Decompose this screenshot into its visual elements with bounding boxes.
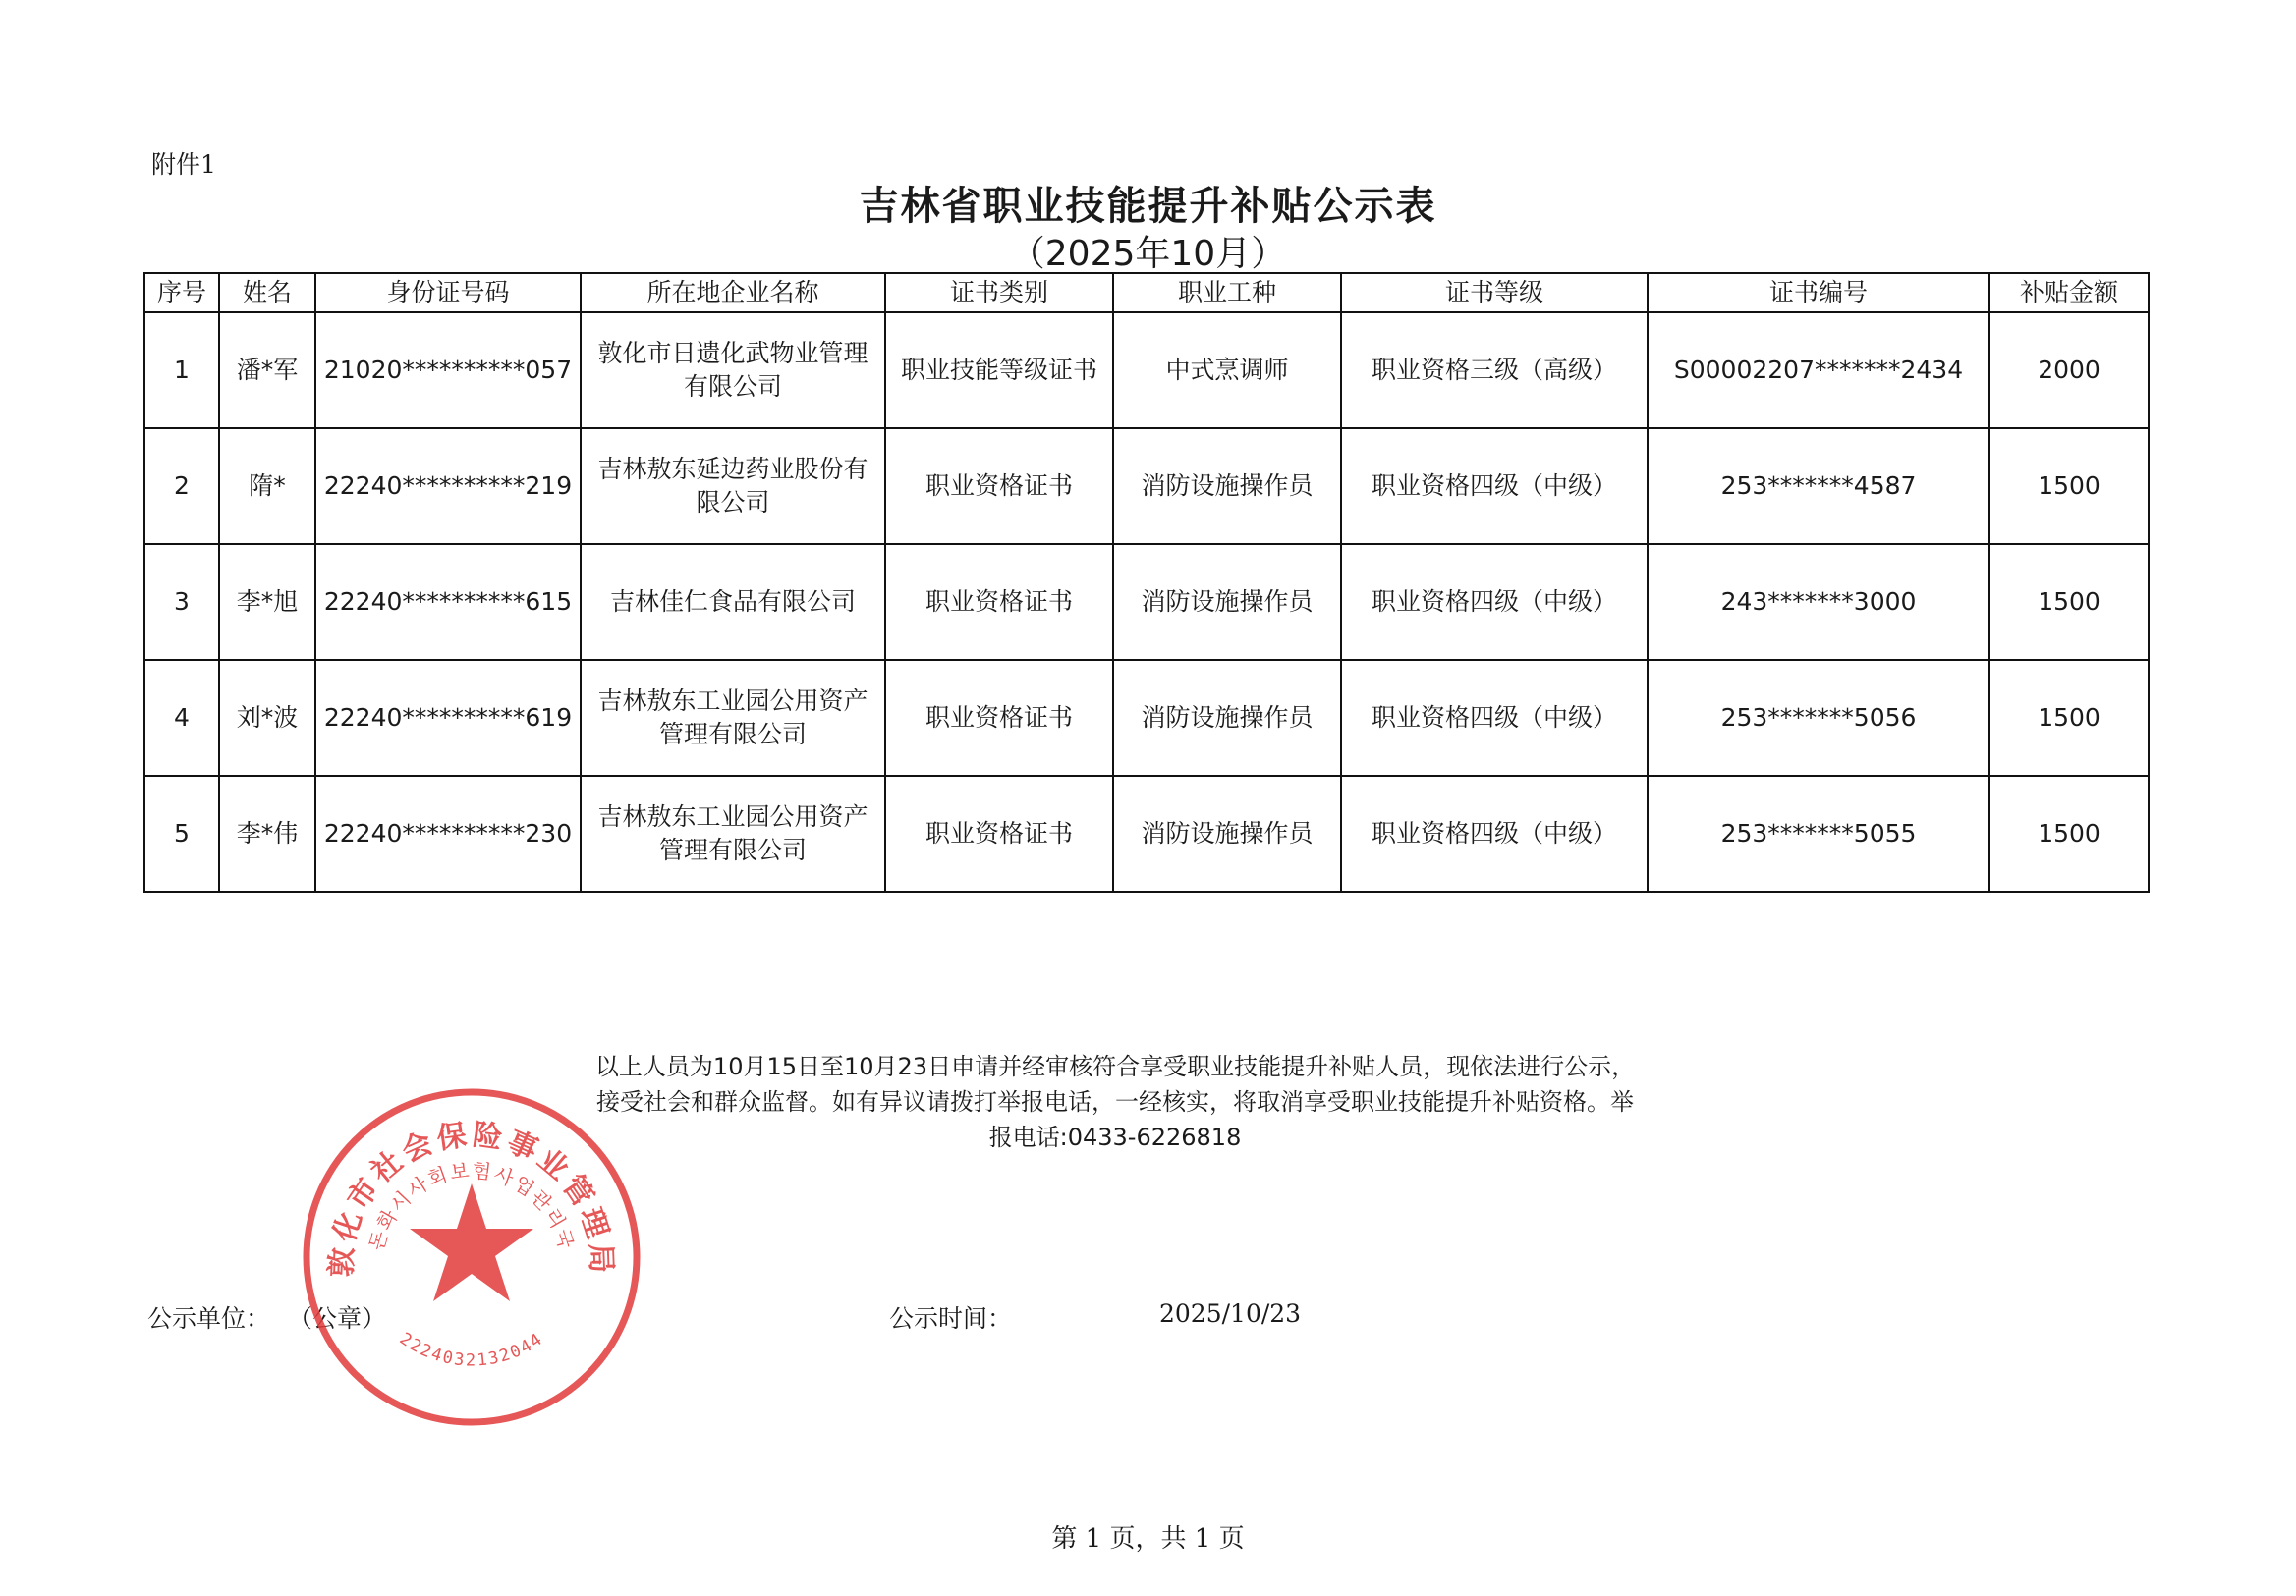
cell-company: 吉林敖东延边药业股份有限公司 — [581, 428, 885, 544]
seal-number-path: 2224032132044 — [395, 1329, 548, 1371]
cell-cert-number: S00002207*******2434 — [1648, 312, 1989, 428]
header-occupation: 职业工种 — [1113, 273, 1341, 312]
cell-cert-level: 职业资格四级（中级） — [1341, 428, 1648, 544]
table-row — [144, 312, 2149, 428]
cell-company: 敦化市日遗化武物业管理有限公司 — [581, 312, 885, 428]
official-seal — [300, 1085, 644, 1429]
cell-index: 1 — [144, 312, 219, 428]
table-row — [144, 660, 2149, 776]
cell-name: 潘*军 — [219, 312, 315, 428]
publish-time-value: 2025/10/23 — [1159, 1299, 1302, 1328]
cell-cert-level: 职业资格四级（中级） — [1341, 776, 1648, 892]
cell-id-number: 22240**********619 — [315, 660, 581, 776]
page-subtitle: （2025年10月） — [1009, 234, 1287, 274]
header-amount: 补贴金额 — [1989, 273, 2149, 312]
page-title: 吉林省职业技能提升补贴公示表 — [859, 184, 1437, 229]
table-header-row — [144, 273, 2149, 312]
header-id-number: 身份证号码 — [315, 273, 581, 312]
cell-id-number: 22240**********615 — [315, 544, 581, 660]
page-footer: 第 1 页，共 1 页 — [1051, 1524, 1245, 1554]
cell-id-number: 22240**********230 — [315, 776, 581, 892]
cell-cert-type: 职业资格证书 — [885, 776, 1113, 892]
cell-occupation: 消防设施操作员 — [1113, 544, 1341, 660]
attachment-label: 附件1 — [151, 150, 216, 179]
cell-cert-number: 253*******4587 — [1648, 428, 1989, 544]
cell-index: 2 — [144, 428, 219, 544]
cell-amount: 2000 — [1989, 312, 2149, 428]
cell-occupation: 消防设施操作员 — [1113, 428, 1341, 544]
notice-text: 以上人员为10月15日至10月23日申请并经审核符合享受职业技能提升补贴人员，现依法进行公示，接受社会和群众监督。如有异议请拨打举报电话，一经核实，将取消享受职业技能提升补贴资格。举报电话:0433-6226818 — [594, 1053, 1636, 1151]
cell-index: 5 — [144, 776, 219, 892]
cell-id-number: 22240**********219 — [315, 428, 581, 544]
header-company: 所在地企业名称 — [581, 273, 885, 312]
cell-id-number: 21020**********057 — [315, 312, 581, 428]
cell-name: 刘*波 — [219, 660, 315, 776]
cell-cert-level: 职业资格四级（中级） — [1341, 544, 1648, 660]
cell-cert-number: 243*******3000 — [1648, 544, 1989, 660]
table-row — [144, 544, 2149, 660]
header-cert-level: 证书等级 — [1341, 273, 1648, 312]
cell-amount: 1500 — [1989, 428, 2149, 544]
cell-cert-type: 职业资格证书 — [885, 544, 1113, 660]
seal-text-outer-path: 敦化市社会保险事业管理局 — [324, 1118, 619, 1278]
seal-star-icon — [410, 1183, 533, 1301]
cell-name: 李*旭 — [219, 544, 315, 660]
seal-text-inner-path: 돈화시사회보험사업관리국 — [364, 1158, 580, 1253]
cell-name: 隋* — [219, 428, 315, 544]
publisher-seal-text: （公章） — [288, 1304, 387, 1333]
cell-amount: 1500 — [1989, 544, 2149, 660]
cell-cert-type: 职业资格证书 — [885, 428, 1113, 544]
cell-index: 3 — [144, 544, 219, 660]
cell-amount: 1500 — [1989, 660, 2149, 776]
publish-time-label: 公示时间： — [889, 1304, 1013, 1333]
cell-amount: 1500 — [1989, 776, 2149, 892]
header-cert-number: 证书编号 — [1648, 273, 1989, 312]
cell-occupation: 消防设施操作员 — [1113, 660, 1341, 776]
header-name: 姓名 — [219, 273, 315, 312]
cell-occupation: 中式烹调师 — [1113, 312, 1341, 428]
cell-cert-number: 253*******5055 — [1648, 776, 1989, 892]
seal-number — [396, 1329, 547, 1370]
table-row — [144, 428, 2149, 544]
cell-cert-level: 职业资格四级（中级） — [1341, 660, 1648, 776]
subsidy-table — [143, 272, 2150, 893]
cell-cert-type: 职业技能等级证书 — [885, 312, 1113, 428]
cell-company: 吉林敖东工业园公用资产管理有限公司 — [581, 776, 885, 892]
cell-company: 吉林敖东工业园公用资产管理有限公司 — [581, 660, 885, 776]
table-row — [144, 776, 2149, 892]
cell-cert-level: 职业资格三级（高级） — [1341, 312, 1648, 428]
cell-name: 李*伟 — [219, 776, 315, 892]
cell-occupation: 消防设施操作员 — [1113, 776, 1341, 892]
publisher-label: 公示单位： — [147, 1304, 271, 1333]
header-index: 序号 — [144, 273, 219, 312]
header-cert-type: 证书类别 — [885, 273, 1113, 312]
cell-cert-number: 253*******5056 — [1648, 660, 1989, 776]
cell-index: 4 — [144, 660, 219, 776]
cell-cert-type: 职业资格证书 — [885, 660, 1113, 776]
cell-company: 吉林佳仁食品有限公司 — [581, 544, 885, 660]
